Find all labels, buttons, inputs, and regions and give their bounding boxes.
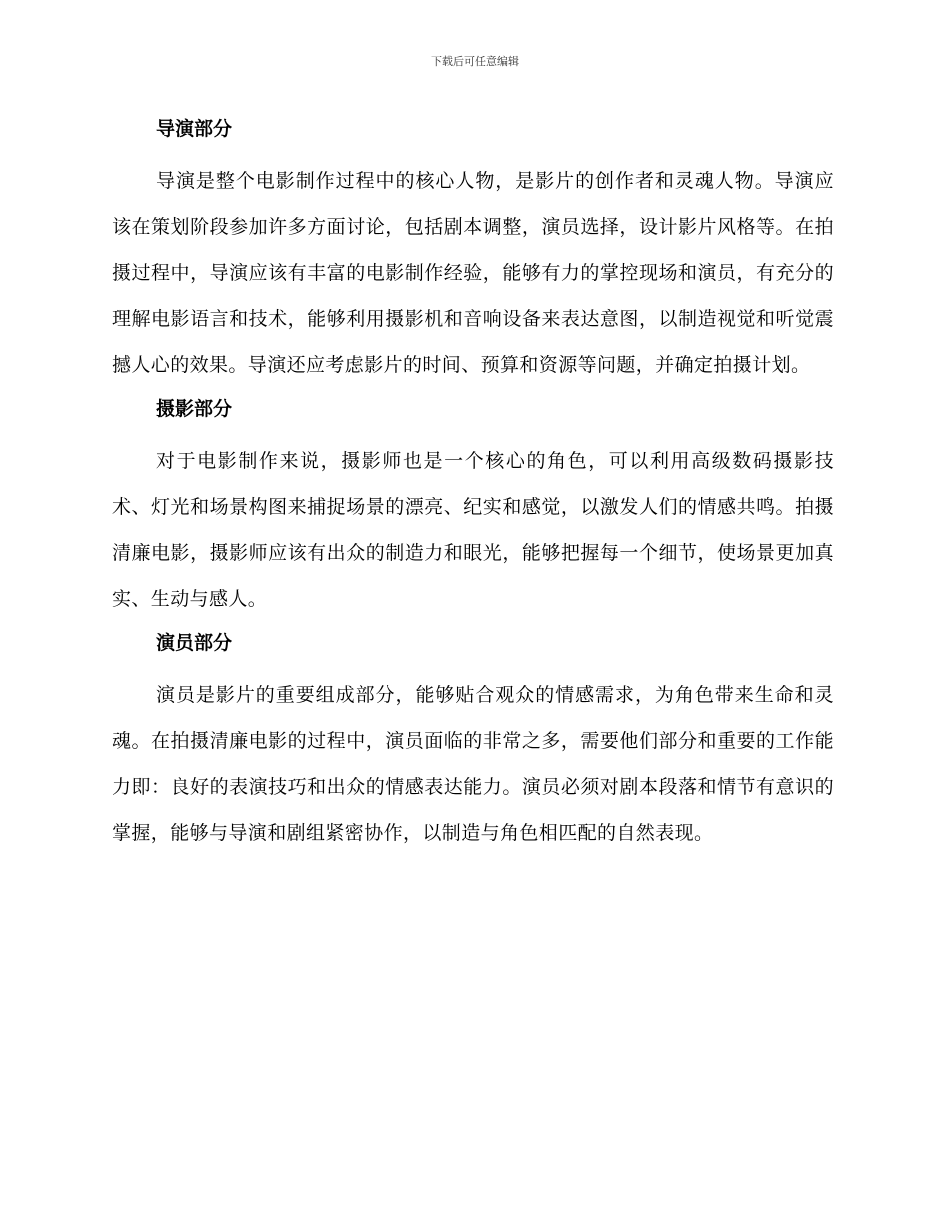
section-heading: 摄影部分 (156, 398, 233, 420)
page-header: 下载后可任意编辑 (431, 55, 519, 68)
section-paragraph: 对于电影制作来说，摄影师也是一个核心的角色，可以利用高级数码摄影技术、灯光和场景构图来捕捉场景的漂亮、纪实和感觉，以激发人们的情感共鸣。拍摄清廉电影，摄影师应该有出众的制造力和眼光，能够把握每一个细节，使场景更加真实、生动与感人。 (112, 450, 834, 610)
section-actors (112, 626, 834, 856)
section-photography (112, 392, 834, 622)
section-director (112, 112, 834, 388)
section-heading: 导演部分 (156, 118, 233, 140)
document-content (112, 112, 834, 860)
section-heading: 演员部分 (156, 632, 233, 654)
section-paragraph: 导演是整个电影制作过程中的核心人物，是影片的创作者和灵魂人物。导演应该在策划阶段参加许多方面讨论，包括剧本调整，演员选择，设计影片风格等。在拍摄过程中，导演应该有丰富的电影制作经验，能够有力的掌控现场和演员，有充分的理解电影语言和技术，能够利用摄影机和音响设备来表达意图，以制造视觉和听觉震撼人心的效果。导演还应考虑影片的时间、预算和资源等问题，并确定拍摄计划。 (112, 170, 834, 376)
section-paragraph: 演员是影片的重要组成部分，能够贴合观众的情感需求，为角色带来生命和灵魂。在拍摄清廉电影的过程中，演员面临的非常之多，需要他们部分和重要的工作能力即：良好的表演技巧和出众的情感表达能力。演员必须对剧本段落和情节有意识的掌握，能够与导演和剧组紧密协作，以制造与角色相匹配的自然表现。 (112, 684, 834, 844)
